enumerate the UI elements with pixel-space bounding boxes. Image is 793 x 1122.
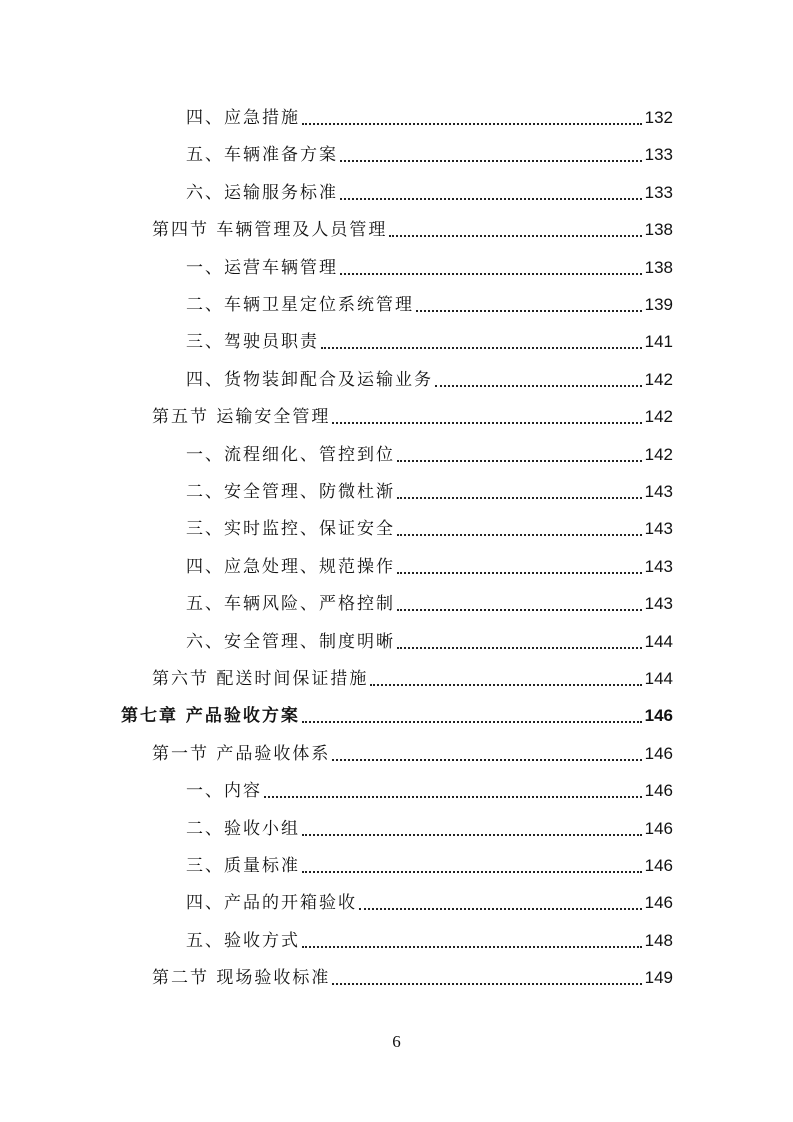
toc-entry-page: 146 [644, 893, 673, 913]
toc-entry-page: 143 [644, 556, 673, 576]
toc-entry[interactable] [186, 924, 673, 952]
toc-dot-leader [397, 534, 642, 536]
toc-entry-title: 四、应急措施 [186, 108, 300, 128]
toc-entry[interactable] [186, 475, 673, 503]
page-number: 6 [392, 1032, 401, 1051]
toc-dot-leader [332, 759, 641, 761]
toc-entry[interactable] [186, 774, 673, 802]
toc-entry-page: 138 [644, 257, 673, 277]
toc-entry-title: 第二节 现场验收标准 [152, 968, 331, 989]
toc-entry-page: 148 [644, 930, 673, 950]
toc-dot-leader [302, 871, 642, 873]
toc-entry-page: 141 [644, 332, 673, 352]
toc-dot-leader [332, 422, 641, 424]
toc-entry[interactable] [121, 699, 673, 727]
toc-entry-page: 144 [644, 631, 673, 651]
toc-entry-page: 139 [644, 295, 673, 314]
toc-entry[interactable] [152, 213, 673, 241]
toc-entry-page: 143 [644, 482, 673, 501]
toc-entry[interactable] [186, 438, 673, 466]
toc-entry-page: 146 [644, 818, 673, 838]
toc-entry[interactable] [186, 251, 673, 279]
toc-entry-page: 142 [644, 369, 673, 389]
toc-entry[interactable] [186, 886, 673, 914]
toc-entry-title: 三、驾驶员职责 [186, 332, 319, 353]
toc-entry-page: 146 [644, 856, 673, 875]
toc-entry-page: 142 [644, 444, 673, 464]
toc-entry-title: 第一节 产品验收体系 [152, 743, 331, 764]
toc-entry-page: 143 [644, 519, 673, 539]
toc-entry[interactable] [186, 138, 673, 166]
toc-dot-leader [340, 273, 642, 275]
toc-dot-leader [332, 983, 641, 985]
toc-entry[interactable] [186, 363, 673, 391]
toc-entry-page: 133 [644, 182, 673, 202]
toc-entry-page: 146 [644, 706, 673, 726]
toc-entry-title: 一、运营车辆管理 [186, 257, 338, 278]
toc-entry-page: 142 [644, 407, 673, 427]
toc-entry[interactable] [186, 101, 673, 129]
toc-entry-title: 四、应急处理、规范操作 [186, 556, 395, 577]
toc-entry[interactable] [152, 662, 673, 690]
toc-entry-title: 四、产品的开箱验收 [186, 893, 357, 914]
toc-entry[interactable] [186, 625, 673, 653]
toc-entry-title: 第四节 车辆管理及人员管理 [152, 220, 388, 241]
toc-dot-leader [302, 721, 642, 723]
toc-entry[interactable] [186, 512, 673, 540]
toc-entry-title: 第七章 产品验收方案 [121, 706, 300, 727]
toc-entry[interactable] [186, 849, 673, 877]
toc-entry-title: 五、验收方式 [186, 930, 300, 951]
toc-entry-title: 三、质量标准 [186, 856, 300, 876]
toc-entry-title: 一、流程细化、管控到位 [186, 444, 395, 465]
toc-entry-title: 三、实时监控、保证安全 [186, 519, 395, 540]
toc-dot-leader [359, 908, 642, 910]
toc-entry-page: 144 [644, 669, 673, 688]
toc-entry-page: 146 [644, 781, 673, 801]
toc-entry[interactable] [186, 587, 673, 615]
toc-entry-title: 第六节 配送时间保证措施 [152, 669, 369, 689]
toc-dot-leader [340, 160, 642, 162]
toc-dot-leader [435, 385, 642, 387]
toc-entry-title: 二、车辆卫星定位系统管理 [186, 295, 414, 315]
toc-entry-page: 133 [644, 145, 673, 165]
toc-dot-leader [397, 460, 642, 462]
toc-entry-page: 143 [644, 594, 673, 614]
toc-entry-title: 五、车辆风险、严格控制 [186, 594, 395, 615]
toc-dot-leader [397, 497, 642, 499]
toc-dot-leader [321, 347, 642, 349]
toc-dot-leader [416, 310, 642, 312]
toc-entry-page: 149 [644, 968, 673, 988]
toc-dot-leader [370, 684, 641, 686]
toc-entry-title: 四、货物装卸配合及运输业务 [186, 369, 433, 390]
toc-entry[interactable] [152, 400, 673, 428]
toc-entry-page: 132 [644, 108, 673, 127]
toc-dot-leader [302, 123, 642, 125]
toc-entry[interactable] [152, 961, 673, 989]
toc-entry[interactable] [186, 176, 673, 204]
toc-dot-leader [397, 647, 642, 649]
toc-entry[interactable] [186, 812, 673, 840]
toc-entry-title: 二、验收小组 [186, 818, 300, 839]
toc-dot-leader [340, 198, 642, 200]
toc-entry-title: 一、内容 [186, 781, 262, 802]
toc-dot-leader [302, 946, 642, 948]
toc-entry-page: 146 [644, 743, 673, 763]
toc-entry-page: 138 [644, 220, 673, 240]
toc-entry-title: 第五节 运输安全管理 [152, 407, 331, 428]
toc-entry[interactable] [152, 737, 673, 765]
toc-entry[interactable] [186, 288, 673, 316]
toc-entry-title: 二、安全管理、防微杜渐 [186, 482, 395, 502]
toc-entry[interactable] [186, 325, 673, 353]
toc-dot-leader [264, 796, 642, 798]
toc-entry-title: 六、安全管理、制度明晰 [186, 631, 395, 652]
toc-dot-leader [389, 235, 641, 237]
toc-dot-leader [302, 834, 642, 836]
toc-entry-title: 五、车辆准备方案 [186, 145, 338, 166]
toc-entry-title: 六、运输服务标准 [186, 182, 338, 203]
toc-dot-leader [397, 609, 642, 611]
toc-dot-leader [397, 572, 642, 574]
toc-entry[interactable] [186, 550, 673, 578]
